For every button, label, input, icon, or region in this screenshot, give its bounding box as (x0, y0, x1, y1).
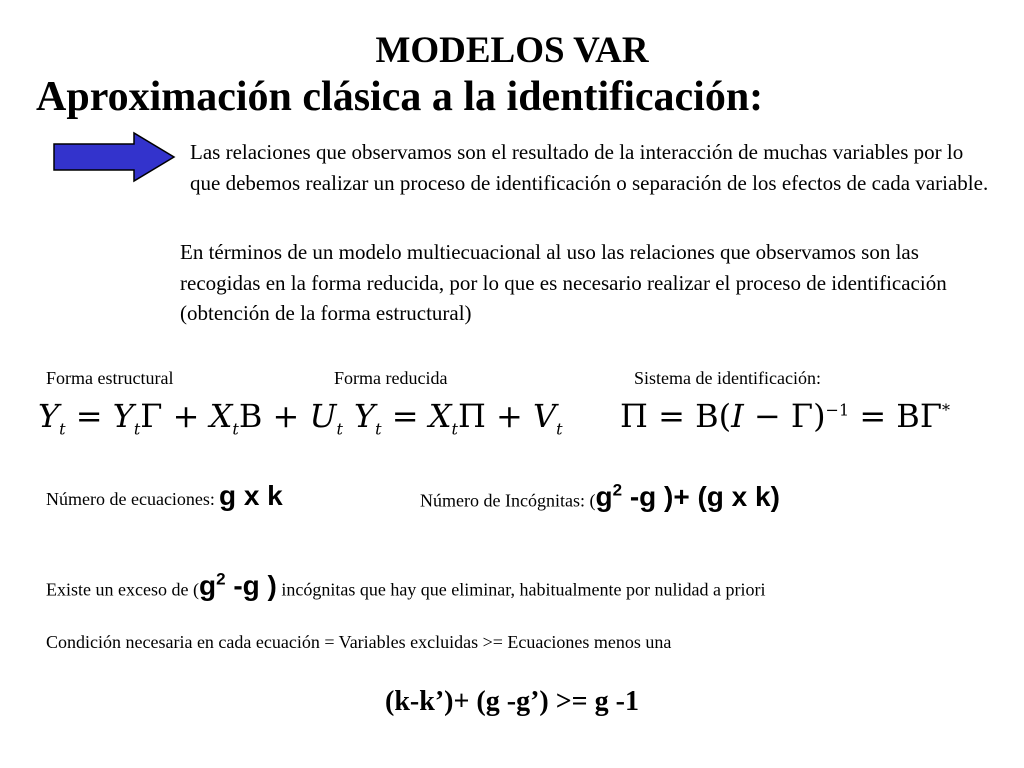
identification-equation: $\Pi = B(I - \Gamma)^{-1} = B\Gamma^*$ (620, 397, 951, 435)
reduced-form-label: Forma reducida (334, 368, 448, 388)
right-arrow-icon (50, 130, 178, 189)
slide-subtitle: MODELOS VAR (375, 30, 649, 71)
order-condition-formula: (k-k’)+ (g -g’) >= g -1 (385, 686, 639, 717)
unknown-count-value: $g^2$ -g )+ (g x k) (595, 481, 780, 513)
structural-form-label: Forma estructural (46, 368, 174, 388)
equation-count-value: g x k (218, 480, 283, 511)
slide-title: Aproximación clásica a la identificación: (36, 74, 764, 120)
reduced-form-paragraph: En términos de un modelo multiecuacional al uso las relaciones que observamos son las recogidas en la forma reducida, por lo que es necesario realizar el proceso de identificación (obtención de la forma estructural) (180, 240, 947, 325)
identification-system-label: Sistema de identificación: (634, 368, 821, 388)
structural-equation: $Y_t = Y_t\Gamma + X_tB + U_t$ (38, 397, 343, 439)
excess-value: $g^2$ -g ) (198, 570, 277, 602)
excess-text: incógnitas que hay que eliminar, habitualmente por nulidad a priori (281, 579, 766, 600)
intro-paragraph: Las relaciones que observamos son el resultado de la interacción de muchas variables por lo que debemos realizar un proceso de identificación o separación de los efectos de cada variable. (190, 140, 989, 195)
reduced-equation: $Y_t = X_t\Pi + V_t$ (354, 397, 563, 439)
excess-label: Existe un exceso de ( (46, 579, 199, 600)
equation-count-label: Número de ecuaciones: (46, 489, 215, 509)
equation-count (46, 482, 283, 510)
unknown-count (420, 482, 780, 511)
necessary-condition-text: Condición necesaria en cada ecuación = Variables excluidas >= Ecuaciones menos una (46, 632, 672, 652)
excess-line (46, 570, 765, 602)
unknown-count-label: Número de Incógnitas: ( (420, 490, 596, 511)
